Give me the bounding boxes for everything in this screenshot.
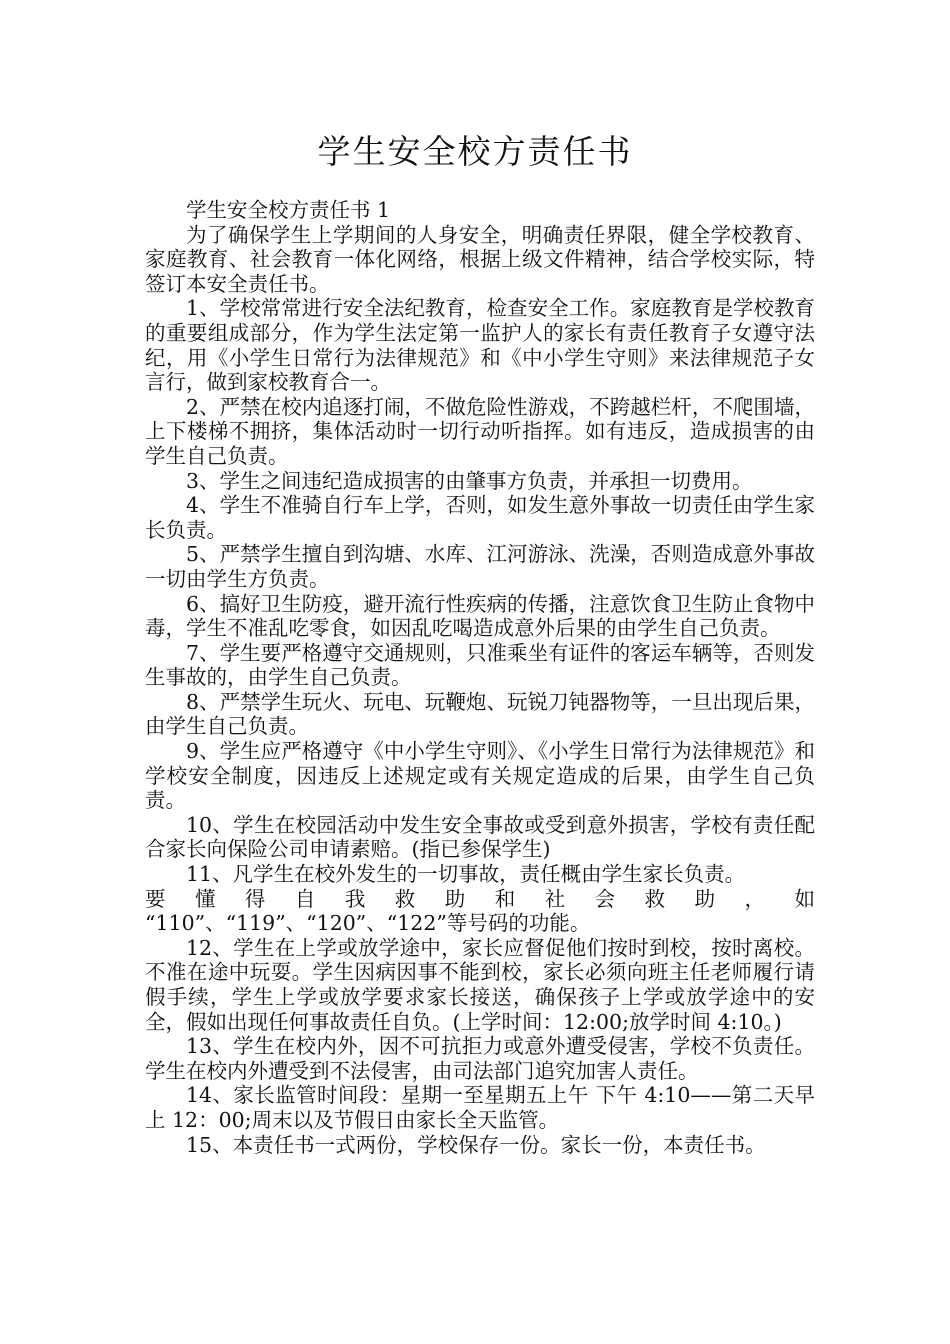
paragraph-item-1: 1、学校常常进行安全法纪教育，检查安全工作。家庭教育是学校教育的重要组成部分，作为学生法定第一监护人的家长有责任教育子女遵守法纪，用《小学生日常行为法律规范》和《中小学生守则》来法律规范子女言行，做到家校教育合一。 [145,296,815,395]
document-subtitle: 学生安全校方责任书 1 [186,198,391,222]
document-body [145,198,815,1157]
paragraph-item-3: 3、学生之间违纪造成损害的由肇事方负责，并承担一切费用。 [186,468,753,493]
paragraph-item-2: 2、严禁在校内追逐打闹，不做危险性游戏，不跨越栏杆，不爬围墙，上下楼梯不拥挤，集体活动时一切行动听指挥。如有违反，造成损害的由学生自己负责。 [145,394,815,468]
paragraph-item-12: 12、学生在上学或放学途中，家长应督促他们按时到校，按时离校。不准在途中玩耍。学生因病因事不能到校，家长必须向班主任老师履行请假手续，学生上学或放学要求家长接送，确保孩子上学或放学途中的安全，假如出现任何事故责任自负。(上学时间：12:00;放学时间 4:10。) [145,935,815,1034]
paragraph-item-6: 6、搞好卫生防疫，避开流行性疾病的传播，注意饮食卫生防止食物中毒，学生不准乱吃零食，如因乱吃喝造成意外后果的由学生自己负责。 [145,591,815,641]
paragraph-item-15: 15、本责任书一式两份，学校保存一份。家长一份，本责任书。 [186,1132,766,1157]
paragraph-item-10: 10、学生在校园活动中发生安全事故或受到意外损害，学校有责任配合家长向保险公司申请素赔。(指已参保学生) [145,812,815,862]
document-title: 学生安全校方责任书 [317,132,633,171]
paragraph-item-11-line2: 要 懂 得 自 我 救 助 和 社 会 救 助 ， 如 [145,886,815,911]
paragraph-item-9: 9、学生应严格遵守《中小学生守则》、《小学生日常行为法律规范》和学校安全制度，因违反上述规定或有关规定造成的后果，由学生自己负责。 [145,739,815,813]
paragraph-item-11: 11、凡学生在校外发生的一切事故，责任概由学生家长负责。 [186,862,746,887]
paragraph-item-8: 8、严禁学生玩火、玩电、玩鞭炮、玩锐刀钝器物等，一旦出现后果，由学生自己负责。 [145,689,815,739]
paragraph-item-5: 5、严禁学生擅自到沟塘、水库、江河游泳、洗澡，否则造成意外事故一切由学生方负责。 [145,542,815,591]
paragraph-item-11-line3: “110”、“119”、“120”、“122”等号码的功能。 [145,911,591,936]
paragraph-intro: 为了确保学生上学期间的人身安全，明确责任界限，健全学校教育、家庭教育、社会教育一体化网络，根据上级文件精神，结合学校实际，特签订本安全责任书。 [145,222,815,296]
paragraph-item-13: 13、学生在校内外，因不可抗拒力或意外遭受侵害，学校不负责任。学生在校内外遭受到不法侵害，由司法部门追究加害人责任。 [145,1034,815,1083]
paragraph-item-7: 7、学生要严格遵守交通规则，只准乘坐有证件的客运车辆等，否则发生事故的，由学生自己负责。 [145,640,815,690]
paragraph-item-14: 14、家长监管时间段：星期一至星期五上午 下午 4:10——第二天早上 12：00;周末以及节假日由家长全天监管。 [145,1083,815,1132]
paragraph-item-4: 4、学生不准骑自行车上学，否则，如发生意外事故一切责任由学生家长负责。 [145,493,815,542]
